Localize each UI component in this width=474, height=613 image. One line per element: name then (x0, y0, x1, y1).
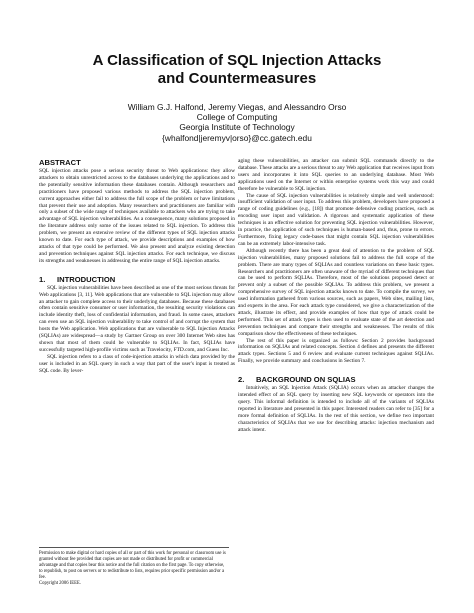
permission-text: Permission to make digital or hard copies of all or part of this work for personal or classroom use is granted without fee provided that copies are not made or distributed for profit or commercial advantage and that copies bear this notice and the full citation on the first page. To copy otherwise, to republish, to post on servers or to redistribute to lists, requires prior specific permission and/or a fee. (39, 551, 226, 580)
intro-heading (39, 275, 235, 285)
author-department: College of Computing (196, 112, 278, 123)
background-heading (238, 375, 434, 385)
background-number: 2. (238, 375, 245, 385)
paper-title (0, 52, 474, 88)
background-heading-label: BACKGROUND ON SQLIAS (256, 375, 356, 385)
intro-paragraph: The rest of this paper is organized as follows: Section 2 provides background information on SQLIAs and related concepts. Section 4 defines and presents the different attack types. Sections 5 and 6 review and evaluate current techniques against SQLIAs. Finally, we provide summary and conclusions in Section 7. (238, 337, 434, 365)
intro-number: 1. (39, 274, 46, 284)
copyright-text: Copyright 2006 IEEE. (39, 581, 82, 586)
title-line-2: and Countermeasures (157, 70, 317, 87)
author-names: William G.J. Halfond, Jeremy Viegas, and Alessandro Orso (127, 102, 347, 112)
intro-heading-label: INTRODUCTION (57, 274, 116, 284)
intro-paragraph: aging these vulnerabilities, an attacker can submit SQL commands directly to the database. These attacks are a serious threat to any Web application that receives input from users and incorporates it into SQL queries to an underlying database. Most Web applications used on the Internet or within enterprise systems work this way and could therefore be vulnerable to SQL injection. (238, 158, 434, 192)
intro-paragraph: SQL injection refers to a class of code-injection attacks in which data provided by the user is included in an SQL query in such a way that part of the user's input is treated as SQL code. By lever- (39, 353, 235, 374)
left-column (39, 158, 235, 374)
background-paragraph: Intuitively, an SQL Injection Attack (SQLIA) occurs when an attacker changes the intended effect of an SQL query by inserting new SQL keywords or operators into the query. This informal definition is intended to include all of the variants of SQLIAs reported in literature and presented in this paper. Interested readers can refer to [35] for a more formal definition of SQLIAs. In the rest of this section, we define two important characteristics of SQLIAs that we use for describing attacks: injection mechanism and attack intent. (238, 385, 434, 433)
permission-notice (39, 547, 229, 587)
author-email: {whalfond|jeremyv|orso}@cc.gatech.edu (162, 132, 312, 143)
intro-paragraph: The cause of SQL injection vulnerabilities is relatively simple and well understood: insufficient validation of user input. To address this problem, developers have proposed a range of coding guidelines (e.g., [18]) that promote defensive coding practices, such as encoding user input and validation. A rigorous and systematic application of these techniques is an effective solution for preventing SQL injection vulnerabilities. However, in practice, the application of such techniques is human-based and, thus, prone to errors. Furthermore, fixing legacy code-bases that might contain SQL injection vulnerabilities can be an extremely labor-intensive task. (238, 192, 434, 247)
intro-paragraph: Although recently there has been a great deal of attention to the problem of SQL injection vulnerabilities, many proposed solutions fail to address the full scope of the problem. There are many types of SQLIAs and countless variations on these basic types. Researchers and practitioners are often unaware of the myriad of different techniques that can be used to perform SQLIAs. Therefore, most of the solutions proposed detect or prevent only a subset of the possible SQLIAs. To address this problem, we present a comprehensive survey of SQL injection attacks known to date. To compile the survey, we used information gathered from various sources, such as papers, Web sites, mailing lists, and experts in the area. For each attack type considered, we give a characterization of the attack, illustrate its effect, and provide examples of how that type of attack could be performed. This set of attack types is then used to evaluate state of the art detection and prevention techniques and compare their strengths and weaknesses. The results of this comparison show the effectiveness of these techniques. (238, 247, 434, 337)
intro-paragraph: SQL injection vulnerabilities have been described as one of the most serious threats for Web applications [3, 11]. Web applications that are vulnerable to SQL injection may allow an attacker to gain complete access to their underlying databases. Because these databases often contain sensitive consumer or user information, the resulting security violations can include identity theft, loss of confidential information, and fraud. In some cases, attackers can even use an SQL injection vulnerability to take control of and corrupt the system that hosts the Web application. Web applications that are vulnerable to SQL Injection Attacks (SQLIAs) are widespread—a study by Gartner Group on over 300 Internet Web sites has shown that most of them could be vulnerable to SQLIAs. In fact, SQLIAs have successfully targeted high-profile victims such as Travelocity, FTD.com, and Guess Inc. (39, 284, 235, 353)
title-line-1: A Classification of SQL Injection Attacks (92, 52, 382, 69)
author-block (0, 102, 474, 143)
abstract-text: SQL injection attacks pose a serious security threat to Web applications: they allow attackers to obtain unrestricted access to the databases underlying the applications and to the potentially sensitive information these databases contain. Although researchers and practitioners have proposed various methods to address the SQL injection problem, current approaches either fail to address the full scope of the problem or have limitations that prevent their use and adoption. Many researchers and practitioners are familiar with only a subset of the wide range of techniques available to attackers who are trying to take advantage of SQL injection vulnerabilities. As a consequence, many solutions proposed in the literature address only some of the issues related to SQL injection. To address this problem, we present an extensive review of the different types of SQL injection attacks known to date. For each type of attack, we provide descriptions and examples of how attacks of that type could be performed. We also present and analyze existing detection and prevention techniques against SQL injection attacks. For each technique, we discuss its strengths and weaknesses in addressing the entire range of SQL injection attacks. (39, 168, 235, 264)
right-column (238, 158, 434, 434)
abstract-heading: ABSTRACT (39, 158, 81, 167)
author-institution: Georgia Institute of Technology (179, 122, 295, 133)
